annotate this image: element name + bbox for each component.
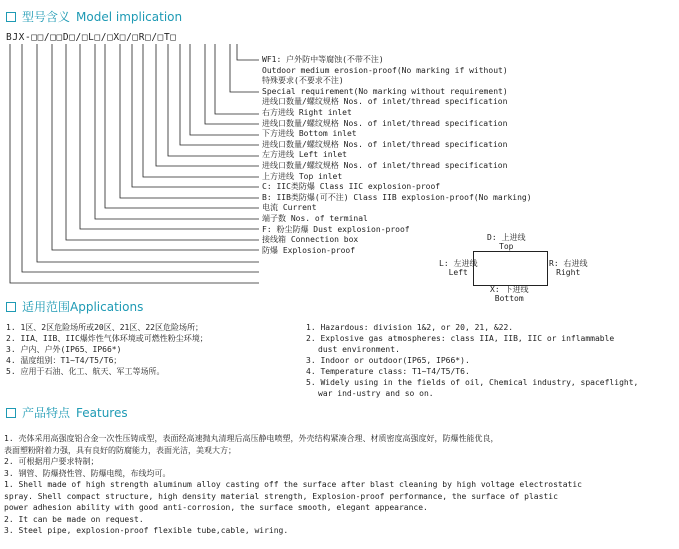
- list-item: 2. IIA、IIB、IIC爆炸性气体环境或可燃性粉尘环境；: [6, 334, 208, 343]
- tree-connector: [230, 44, 259, 92]
- heading-cn: 型号含义: [22, 10, 71, 24]
- tree-connector: [190, 44, 259, 135]
- list-item: 1. 1区、2区危险场所或20区、21区、22区危险场所；: [6, 323, 203, 332]
- list-item: spray. Shell compact structure, high density material strength, Explosion-proof performance, the surface of plastic: [4, 491, 558, 501]
- heading-en: Model implication: [76, 9, 183, 24]
- tree-connector: [156, 44, 259, 166]
- square-bullet-icon: [6, 302, 16, 312]
- label-top-inlet: 上方进线 Top inlet: [262, 171, 343, 181]
- label-special-en: Special requirement(No marking without requirement): [262, 86, 508, 96]
- heading-en: Features: [76, 405, 128, 420]
- features-list: [4, 433, 676, 537]
- label-right-inlet-spec: 进线口数量/螺纹规格 Nos. of inlet/thread specification: [262, 97, 508, 107]
- heading-cn: 产品特点: [22, 406, 71, 420]
- applications-section-heading: [6, 298, 143, 315]
- list-item: 3. 钢管、防爆挠性管、防爆电缆，布线均可。: [4, 468, 171, 478]
- right-inlet-label: R: 右进线 Right: [549, 259, 588, 277]
- applications-en-list: [306, 322, 638, 399]
- label-wf1-en: Outdoor medium erosion-proof(No marking if without): [262, 65, 508, 75]
- features-section-heading: [6, 404, 128, 421]
- list-item: war ind-ustry and so on.: [318, 389, 434, 398]
- heading-en: Applications: [70, 299, 144, 314]
- label-right-inlet: 右方进线 Right inlet: [262, 107, 352, 117]
- tree-connector: [237, 44, 259, 60]
- tree-connector: [180, 44, 259, 145]
- label-connection-box: 接线箱 Connection box: [262, 235, 359, 245]
- top-inlet-label: D: 上进线 Top: [487, 233, 526, 251]
- list-item: 5. Widely using in the fields of oil, Chemical industry, spaceflight,: [306, 378, 639, 387]
- label-dust: F: 粉尘防爆 Dust explosion-proof: [262, 224, 410, 234]
- tree-connector: [132, 44, 259, 187]
- list-item: 4. Temperature class: T1~T4/T5/T6.: [306, 367, 470, 376]
- list-item: 2. Explosive gas atmospheres: class IIA, IIB, IIC or inflammable: [306, 334, 615, 343]
- enclosure-box: [473, 251, 548, 286]
- list-item: 2. 可根据用户要求特制；: [4, 457, 99, 466]
- label-bottom-inlet: 下方进线 Bottom inlet: [262, 129, 357, 139]
- label-bottom-inlet-spec: 进线口数量/螺纹规格 Nos. of inlet/thread specification: [262, 118, 508, 128]
- label-class-iib: B: IIB类防爆(可不注) Class IIB explosion-proof(No marking): [262, 192, 532, 202]
- list-item: 3. Steel pipe, explosion-proof flexible tube,cable, wiring.: [4, 526, 289, 535]
- list-item: dust environment.: [318, 345, 400, 354]
- label-class-iic: C: IIC类防爆 Class IIC explosion-proof: [262, 182, 441, 192]
- list-item: 3. 户内、户外(IP65、IP66*): [6, 345, 122, 354]
- tree-connector: [80, 44, 259, 229]
- square-bullet-icon: [6, 408, 16, 418]
- label-top-inlet-spec: 进线口数量/螺纹规格 Nos. of inlet/thread specification: [262, 160, 508, 170]
- tree-connector: [105, 44, 259, 208]
- label-explosion-proof: 防爆 Explosion-proof: [262, 245, 356, 255]
- tree-connector: [143, 44, 259, 177]
- bottom-inlet-label: X: 下进线 Bottom: [490, 285, 529, 303]
- list-item: 3. Indoor or outdoor(IP65, IP66*).: [306, 356, 470, 365]
- list-item: power adhesion ability with good anti-corrosion, the surface smooth, elegant appearance.: [4, 503, 428, 512]
- label-special: 特殊要求(不要求不注): [262, 76, 344, 86]
- left-inlet-label: L: 左进线 Left: [439, 259, 478, 277]
- tree-connector: [168, 44, 259, 156]
- tree-connector: [10, 44, 259, 283]
- list-item: 4. 温度组别：T1~T4/T5/T6；: [6, 356, 122, 365]
- label-left-inlet-spec: 进线口数量/螺纹规格 Nos. of inlet/thread specification: [262, 139, 508, 149]
- list-item: 1. Hazardous: division 1&2, or 20, 21, &22.: [306, 323, 514, 332]
- list-item: 2. It can be made on request.: [4, 514, 144, 524]
- tree-connector: [120, 44, 259, 198]
- model-label-list: [262, 55, 532, 256]
- tree-connector: [205, 44, 259, 124]
- list-item: 5. 应用于石油、化工、航天、军工等场所。: [6, 367, 165, 376]
- tree-connector: [22, 44, 259, 272]
- list-item: 表面塑粉附着力强，具有良好的防腐能力，表面光洁，美观大方；: [4, 445, 236, 455]
- heading-cn: 适用范围: [22, 300, 71, 314]
- list-item: 1. 壳体采用高强度铝合金一次性压铸成型，表面经高速抛丸清理后高压静电喷塑，外壳结构紧凑合理、材质密度高强度好，防爆性能优良，: [4, 434, 499, 443]
- label-terminals: 端子数 Nos. of terminal: [262, 213, 368, 223]
- list-item: 1. Shell made of high strength aluminum alloy casting off the surface after blast cleaning by high voltage electrostatic: [4, 480, 582, 489]
- model-code: BJX-□□/□□D□/□L□/□X□/□R□/□T□: [6, 32, 177, 43]
- label-left-inlet: 左方进线 Left inlet: [262, 150, 347, 160]
- label-current: 电流 Current: [262, 203, 317, 213]
- applications-cn-list: [6, 322, 208, 377]
- label-wf1: WF1: 户外防中等腐蚀(不带不注): [262, 55, 384, 64]
